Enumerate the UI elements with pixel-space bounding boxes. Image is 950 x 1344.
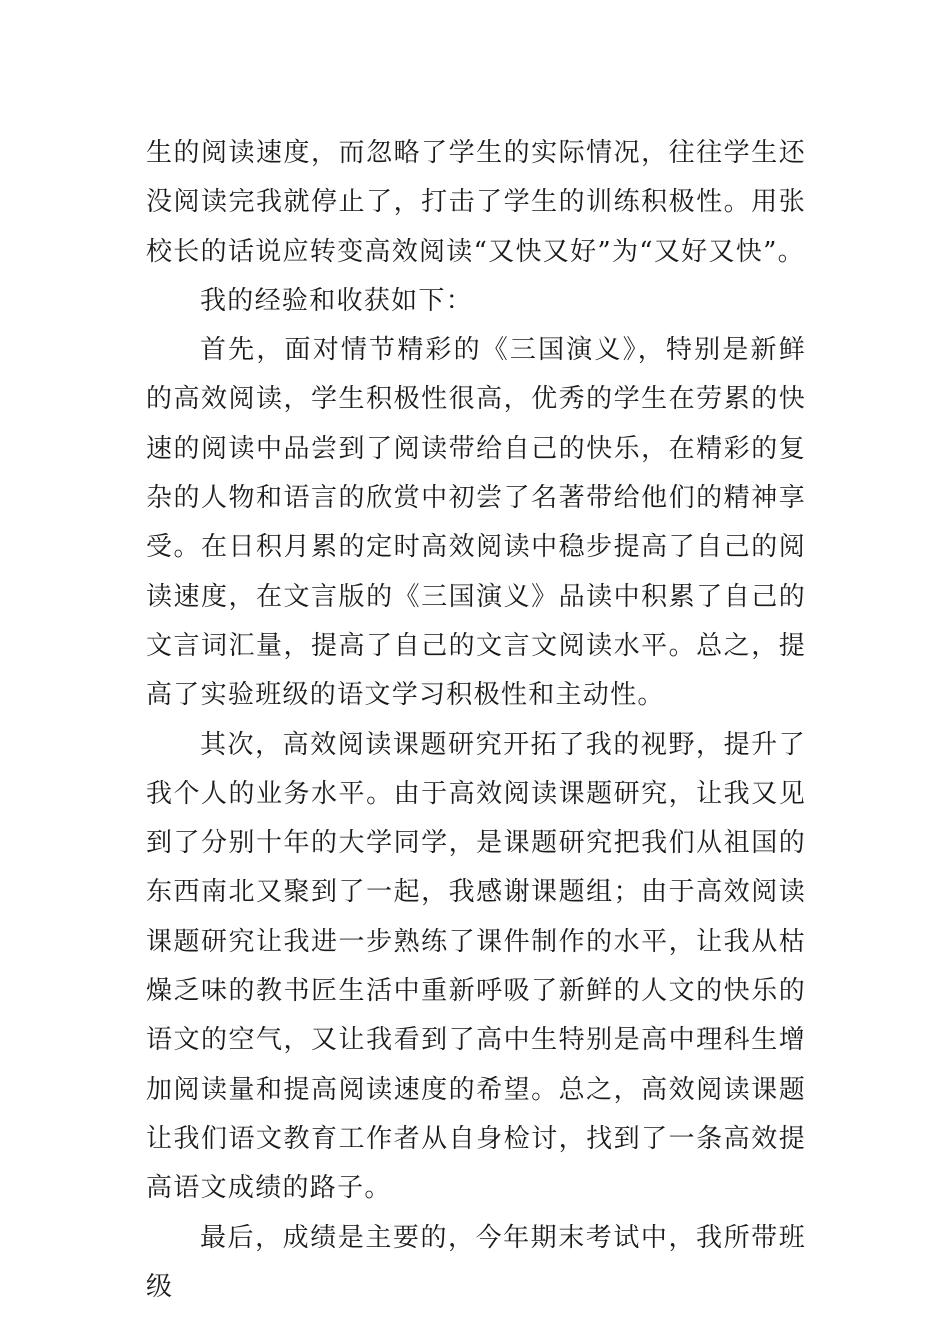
body-text bbox=[146, 129, 806, 1312]
paragraph-5: 最后，成绩是主要的，今年期末考试中，我所带班级 bbox=[146, 1222, 806, 1302]
paragraph-1: 生的阅读速度，而忽略了学生的实际情况，往往学生还没阅读完我就停止了，打击了学生的训练积极性。用张校长的话说应转变高效阅读“又快又好”为“又好又快”。 bbox=[146, 138, 806, 267]
paragraph-4: 其次，高效阅读课题研究开拓了我的视野，提升了我个人的业务水平。由于高效阅读课题研究，让我又见到了分别十年的大学同学，是课题研究把我们从祖国的东西南北又聚到了一起，我感谢课题组；由于高效阅读课题研究让我进一步熟练了课件制作的水平，让我从枯燥乏味的教书匠生活中重新呼吸了新鲜的人文的快乐的语文的空气，又让我看到了高中生特别是高中理科生增加阅读量和提高阅读速度的希望。总之，高效阅读课题让我们语文教育工作者从自身检讨，找到了一条高效提高语文成绩的路子。 bbox=[146, 729, 806, 1204]
paragraph-2: 我的经验和收获如下： bbox=[200, 285, 474, 316]
paragraph-3: 首先，面对情节精彩的《三国演义》，特别是新鲜的高效阅读，学生积极性很高，优秀的学生在劳累的快速的阅读中品尝到了阅读带给自己的快乐，在精彩的复杂的人物和语言的欣赏中初尝了名著带给他们的精神享受。在日积月累的定时高效阅读中稳步提高了自己的阅读速度，在文言版的《三国演义》品读中积累了自己的文言词汇量，提高了自己的文言文阅读水平。总之，提高了实验班级的语文学习积极性和主动性。 bbox=[146, 335, 806, 711]
